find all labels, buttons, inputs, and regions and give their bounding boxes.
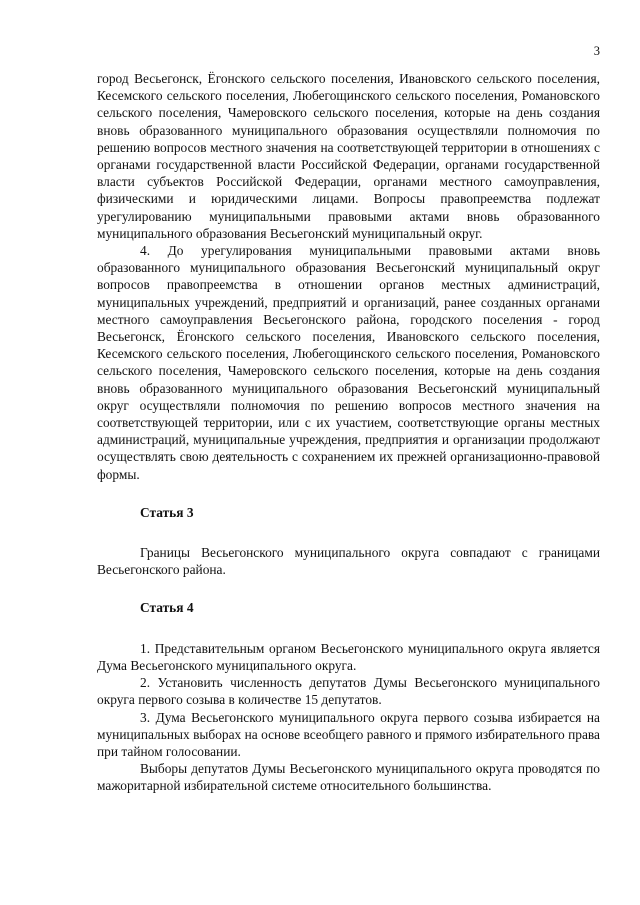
article4-elections-paragraph: Выборы депутатов Думы Весьегонского муниципального округа проводятся по мажоритарной избирательной системе относительного большинства. bbox=[97, 761, 600, 794]
document-body bbox=[97, 70, 600, 795]
article3-paragraph: Границы Весьегонского муниципального округа совпадают с границами Весьегонского района. bbox=[97, 545, 600, 578]
page-number: 3 bbox=[593, 44, 600, 58]
article4-item3-paragraph: 3. Дума Весьегонского муниципального округа первого созыва избирается на муниципальных выборах на основе всеобщего равного и прямого избирательного права при тайном голосовании. bbox=[97, 709, 600, 759]
article4-item2-paragraph: 2. Установить численность депутатов Думы Весьегонского муниципального округа первого созыва в количестве 15 депутатов. bbox=[97, 675, 600, 708]
continuation-paragraph: город Весьегонск, Ёгонского сельского поселения, Ивановского сельского поселения, Кесемского сельского поселения, Любегощинского сельского поселения, Романовского сельского поселения, Чамеровского сельского поселения, которые на день создания вновь образованного муниципального образования осуществляли полномочия по решению вопросов местного значения на соответствующей территории в отношениях с органами государственной власти Российской Федерации, органами государственной власти субъектов Российской Федерации, органами местного самоуправления, физическими и юридическими лицами. Вопросы правопреемства подлежат урегулированию муниципальными правовыми актами вновь образованного муниципального образования Весьегонский муниципальный округ. bbox=[97, 71, 600, 241]
article4-item1-paragraph: 1. Представительным органом Весьегонского муниципального округа является Дума Весьегонского муниципального округа. bbox=[97, 640, 600, 673]
article4-heading: Статья 4 bbox=[140, 600, 194, 616]
article2-item4-paragraph: 4. До урегулирования муниципальными правовыми актами вновь образованного муниципального образования Весьегонский муниципальный округ вопросов правопреемства в отношении органов местных администраций, муниципальных учреждений, предприятий и организаций, ранее созданных органами местного самоуправления Весьегонского района, городского поселения - город Весьегонск, Ёгонского сельского поселения, Ивановского сельского поселения, Кесемского сельского поселения, Любегощинского сельского поселения, Романовского сельского поселения, Чамеровского сельского поселения, которые на день создания вновь образованного муниципального образования Весьегонский муниципальный округ осуществляли полномочия по решению вопросов местного значения на соответствующей территории, или с их участием, соответствующие органы местных администраций, муниципальные учреждения, предприятия и организации продолжают осуществлять свою деятельность с сохранением их прежней организационно-правовой формы. bbox=[97, 243, 600, 482]
article3-heading: Статья 3 bbox=[140, 504, 194, 520]
